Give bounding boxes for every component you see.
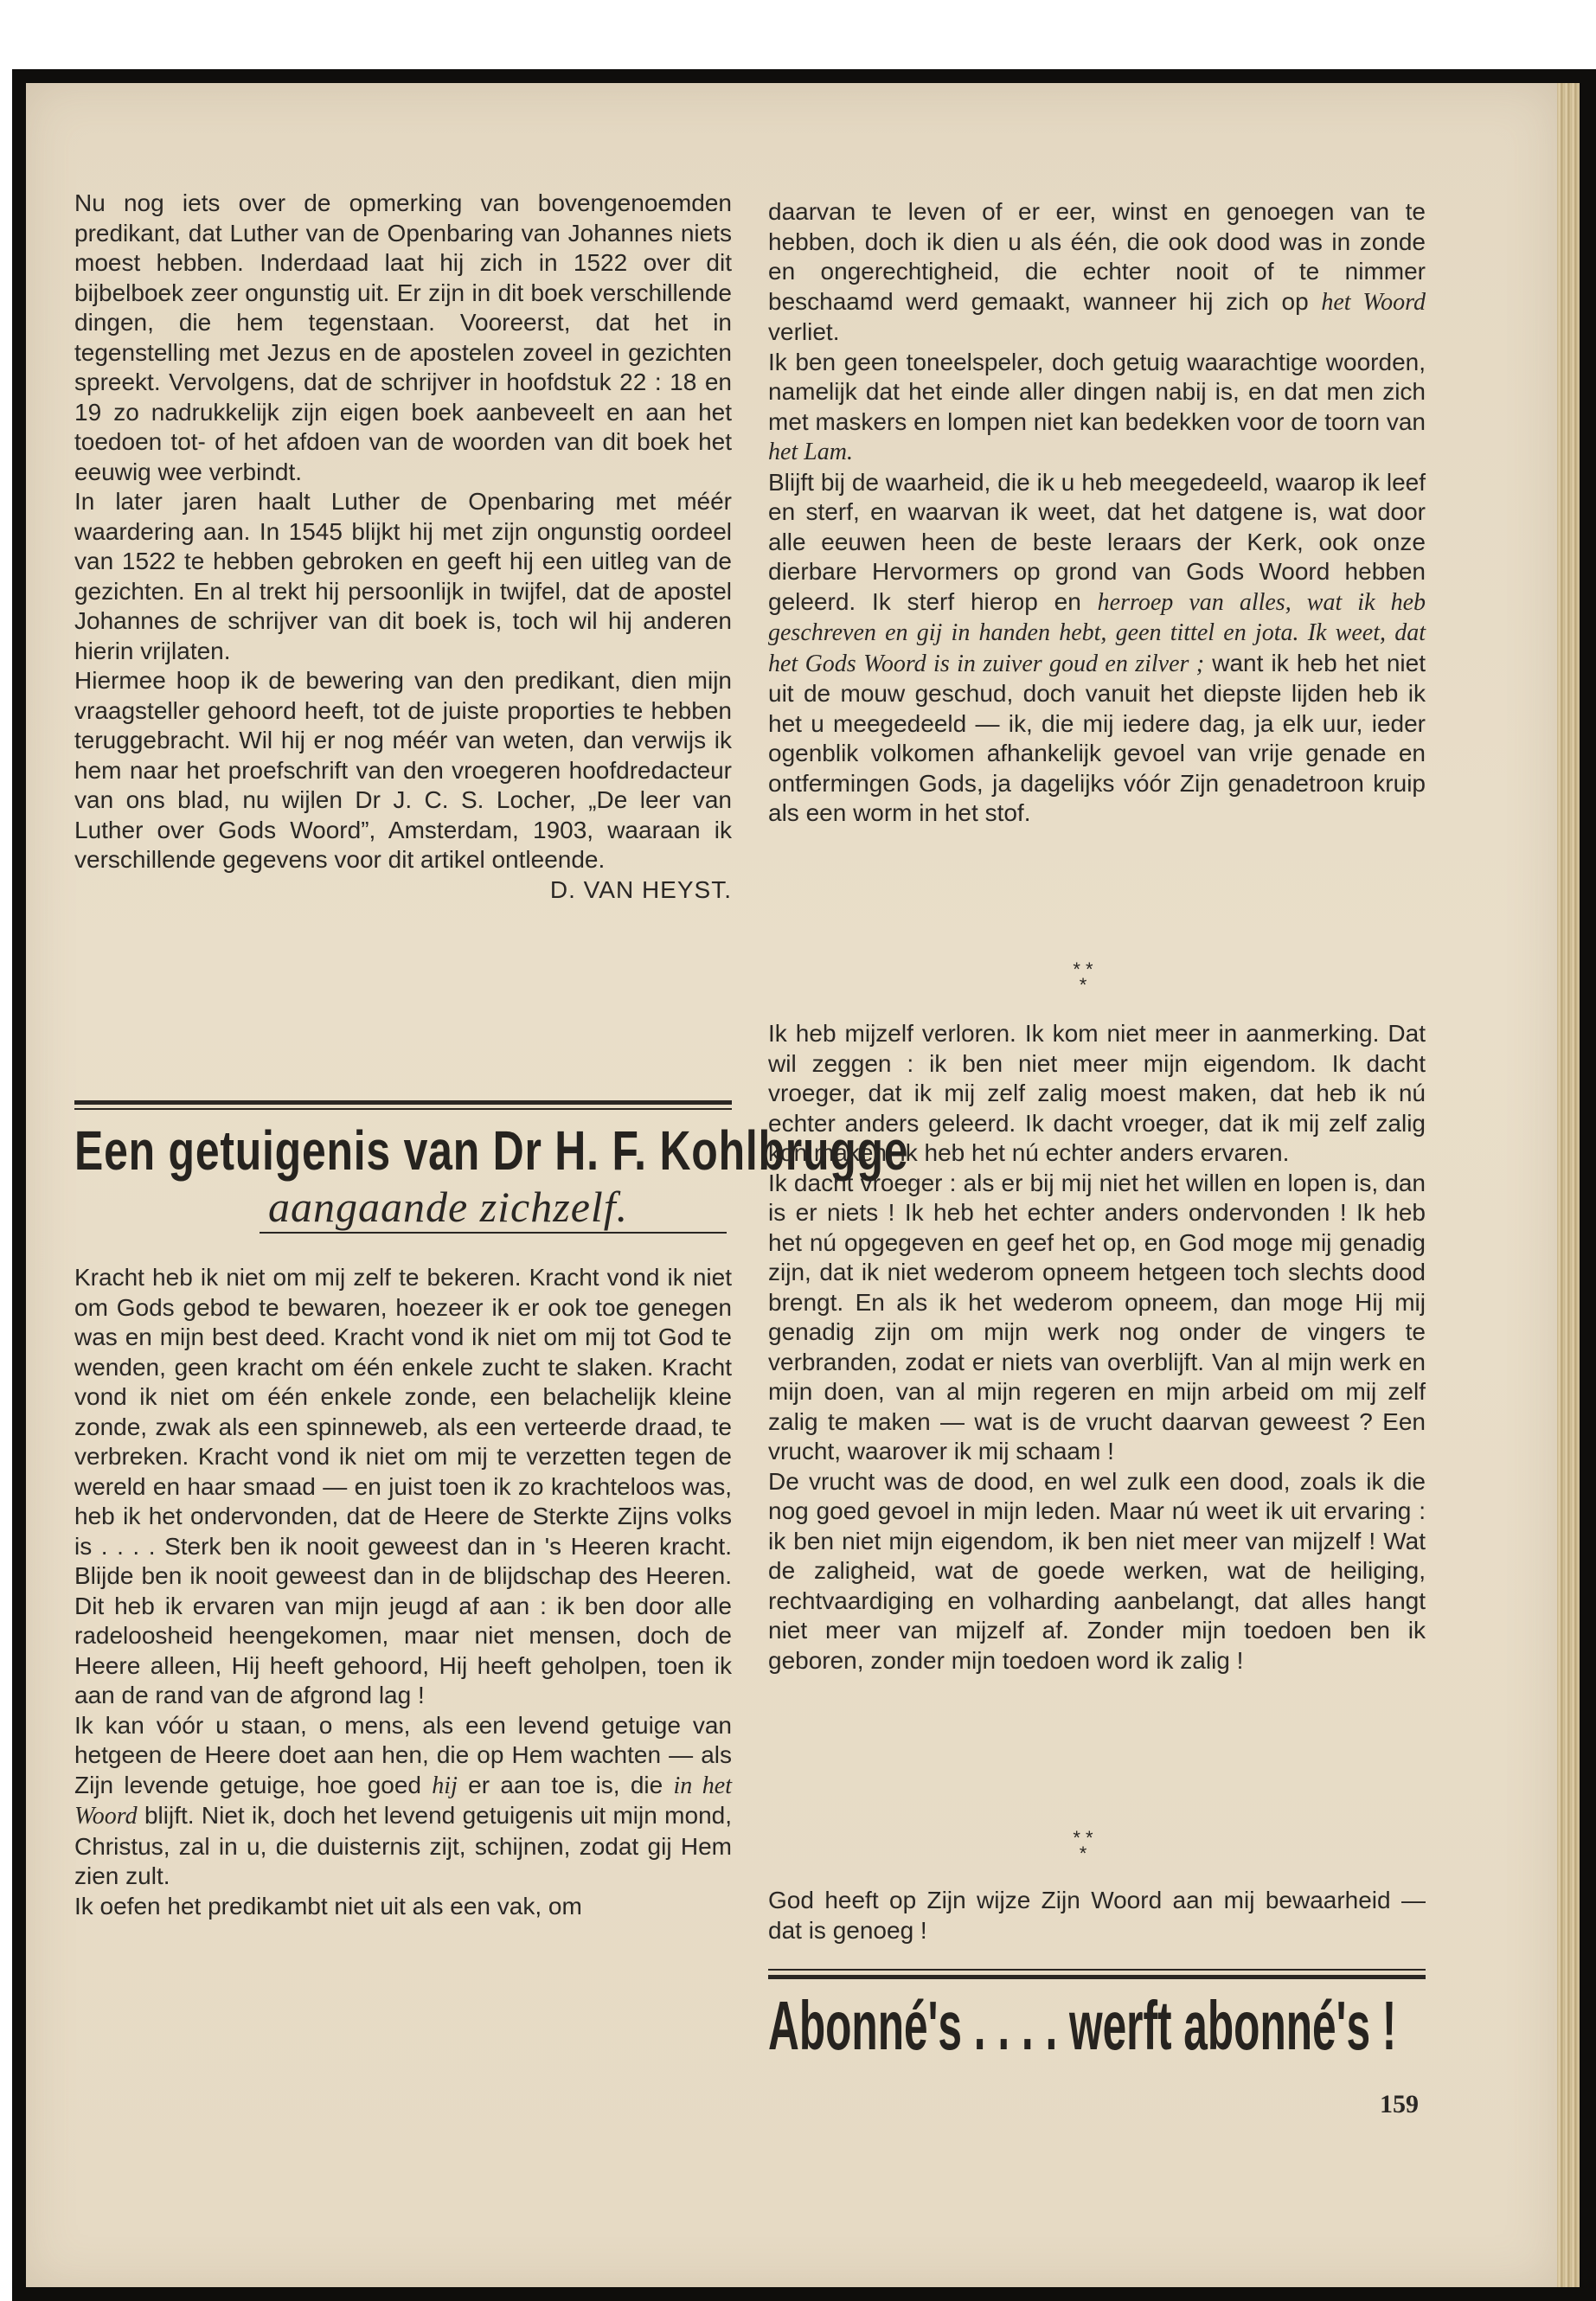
paragraph: daarvan te leven of er eer, winst en genoegen van te hebben, doch ik dien u als één, die ook dood was in zonde en ongerechtigheid, die echter nooit of te nimmer beschaamd werd gemaakt, wanneer hij zich op het Woord verliet. <box>768 198 1426 345</box>
left-column-top <box>74 189 732 905</box>
paragraph: Ik dacht vroeger : als er bij mij niet het willen en lopen is, dan is er niets ! Ik heb het echter anders ondervonden ! Ik heb het nú opgegeven en geef het op, en God moge mij genadig zijn, dat ik niet wederom opneem hetgeen toch slechts dood brengt. En als ik het wederom opneem, dan moge Hij mij genadig zijn om mijn werk nog onder de vingers te verbranden, zodat er niets van overblijft. Van al mijn werk en mijn doen, van al mijn regeren en mijn arbeid om mij zelf zalig te maken — wat is de vrucht daarvan geweest ? Een vrucht, waarover ik mij schaam ! <box>768 1169 1426 1465</box>
divider-rule <box>74 1100 732 1105</box>
paragraph: Ik kan vóór u staan, o mens, als een levend getuige van hetgeen de Heere doet aan hen, die op Hem wachten — als Zijn levende getuige, hoe goed hij er aan toe is, die in het Woord blijft. Niet ik, doch het levend getuigenis uit mijn mond, Christus, zal in u, die duisternis zijt, schijnen, zodat gij Hem zien zult. <box>74 1711 732 1889</box>
paragraph: In later jaren haalt Luther de Openbaring met méér waardering aan. In 1545 blijkt hij met zijn ongunstig oordeel van 1522 te hebben gebroken en geeft hij een uitleg van de gezichten. En al trekt hij persoonlijk in twijfel, dat de apostel Johannes de schrijver van dit boek is, toch wil hij anderen hierin vrijlaten. <box>74 488 732 664</box>
article-headline: Een getuigenis van Dr H. F. Kohlbrugge <box>74 1119 909 1182</box>
author-signature: D. VAN HEYST. <box>549 875 732 903</box>
asterism-divider: * * * <box>1073 1827 1093 1864</box>
page-edge <box>1557 83 1580 2287</box>
divider-rule <box>768 1975 1426 1979</box>
left-column-bottom <box>74 1263 732 1921</box>
paragraph: Nu nog iets over de opmerking van bovengenoemden predikant, dat Luther van de Openbaring van Johannes niets moest hebben. Inderdaad laat hij zich in 1522 over dit bijbelboek zeer ongunstig uit. Er zijn in dit boek verschillende dingen, die hem tegenstaan. Vooreerst, dat het in tegenstelling met Jezus en de apostelen zoveel in gezichten spreekt. Vervolgens, dat de schrijver in hoofdstuk 22 : 18 en 19 zo nadrukkelijk zijn eigen boek aanbeveelt en aan het toedoen tot- of het afdoen van de woorden van dit boek het eeuwig wee verbindt. <box>74 189 732 485</box>
subscription-slogan: Abonné's . . . . werft abonné's ! <box>768 1987 1397 2064</box>
paragraph: God heeft op Zijn wijze Zijn Woord aan mij bewaarheid — dat is genoeg ! <box>768 1887 1426 1944</box>
subheadline-underline <box>260 1232 727 1234</box>
divider-rule <box>768 1969 1426 1971</box>
article-subheadline: aangaande zichzelf. <box>268 1183 629 1231</box>
paragraph: Ik ben geen toneelspeler, doch getuig waarachtige woorden, namelijk dat het einde aller dingen nabij is, en dat men zich met maskers en lompen niet kan bedekken voor de toorn van het Lam. <box>768 348 1426 465</box>
paragraph: Ik oefen het predikambt niet uit als een vak, om <box>74 1892 582 1920</box>
paragraph: De vrucht was de dood, en wel zulk een dood, zoals ik die nog goed gevoel in mijn leden. Maar nú weet ik uit ervaring : ik ben niet mijn eigendom, ik ben niet meer van mijzelf ! Wat de zaligheid, wat de goede werken, wat de heiliging, rechtvaardiging en volharding aanbelangt, dat alles hangt niet meer van mijzelf af. Zonder mijn toedoen ben ik geboren, zonder mijn toedoen word ik zalig ! <box>768 1467 1426 1674</box>
page-number: 159 <box>1380 2090 1419 2118</box>
right-column-closing <box>768 1886 1426 1945</box>
right-column-top <box>768 197 1426 829</box>
divider-rule <box>74 1108 732 1110</box>
right-column-middle <box>768 1019 1426 1676</box>
paragraph: Blijft bij de waarheid, die ik u heb meegedeeld, waarop ik leef en sterf, en waarvan ik weet, dat het datgene is, wat door alle eeuwen heen de beste leraars der Kerk, ook onze dierbare Hervormers op grond van Gods Woord hebben geleerd. Ik sterf hierop en herroep van alles, wat ik heb geschreven en gij in handen hebt, geen tittel en jota. Ik weet, dat het Gods Woord is in zuiver goud en zilver ; want ik heb het niet uit de mouw geschud, doch vanuit het diepste lijden heb ik het u meegedeeld — ik, die mij iedere dag, ja elk uur, ieder ogenblik volkomen afhankelijk gevoel van vrije genade en ontfermingen Gods, ja dagelijks vóór Zijn genadetroon kruip als een worm in het stof. <box>768 468 1426 826</box>
paragraph: Kracht heb ik niet om mij zelf te bekeren. Kracht vond ik niet om Gods gebod te bewaren, hoezeer ik er ook toe genegen was en mijn best deed. Kracht vond ik niet om mij tot God te wenden, geen kracht om één enkele zucht te slaken. Kracht vond ik niet om één enkele zonde, een belachelijk kleine zonde, zwak als een spinneweb, als een verteerde draad, te verbreken. Kracht vond ik niet om mij te verzetten tegen de wereld en haar smaad — en juist toen ik zo krachteloos was, heb ik het ondervonden, dat de Heere de Sterkte Zijns volks is . . . . Sterk ben ik nooit geweest dan in 's Heeren kracht. Blijde ben ik nooit geweest dan in de blijdschap des Heeren. Dit heb ik ervaren van mijn jeugd af aan : ik ben door alle radeloosheid heengekomen, maar niet mensen, doch de Heere alleen, Hij heeft gehoord, Hij heeft geholpen, toen ik aan de rand van de afgrond lag ! <box>74 1264 732 1708</box>
asterism-divider: * * * <box>1073 958 1093 996</box>
paragraph: Ik heb mijzelf verloren. Ik kom niet meer in aanmerking. Dat wil zeggen : ik ben niet meer mijn eigendom. Ik dacht vroeger, dat ik mij zelf zalig moest maken, dat heb ik nú echter anders geleerd. Ik dacht vroeger, dat ik mij zelf zalig kon maken, ik heb het nú echter anders ervaren. <box>768 1020 1426 1166</box>
paragraph: Hiermee hoop ik de bewering van den predikant, dien mijn vraagsteller gehoord heeft, tot de juiste proporties te hebben teruggebracht. Wil hij er nog méér van weten, dan verwijs ik hem naar het proefschrift van den vroegeren hoofdredacteur van ons blad, nu wijlen Dr J. C. S. Locher, „De leer van Luther over Gods Woord”, Amsterdam, 1903, waaraan ik verschillende gegevens voor dit artikel ontleende. <box>74 667 732 873</box>
